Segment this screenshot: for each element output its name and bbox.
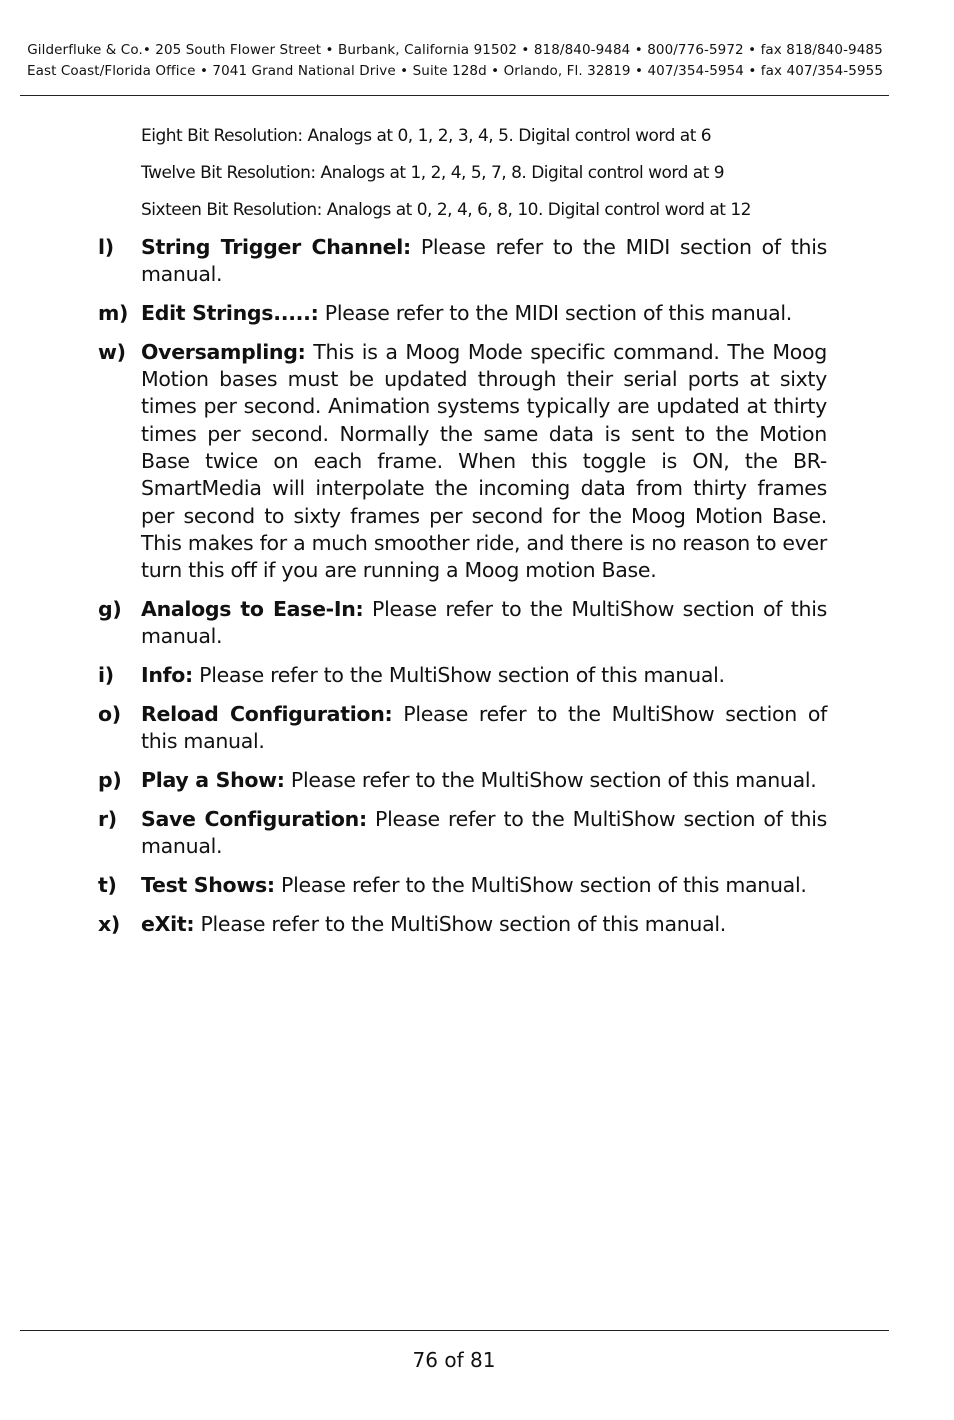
item-letter: t) <box>98 872 117 897</box>
item-letter: l) <box>98 235 114 259</box>
command-item-test-shows <box>98 872 827 899</box>
item-letter: p) <box>98 768 122 793</box>
item-content <box>141 234 827 289</box>
resolution-line-eight-bit: Eight Bit Resolution: Analogs at 0, 1, 2, 3, 4, 5. Digital control word at 6 <box>141 126 712 146</box>
item-term: Analogs to Ease-In: <box>141 597 364 622</box>
resolution-line-sixteen-bit: Sixteen Bit Resolution: Analogs at 0, 2, 4, 6, 8, 10. Digital control word at 12 <box>141 200 751 220</box>
item-letter: g) <box>98 597 122 622</box>
item-text: This is a Moog Mode specific command. The Moog Motion bases must be updated through their serial ports at sixty times per second. Animation systems typically are updated at thirty times per second. Normally the same data is sent to the Motion Base twice on each frame. When this toggle is ON, the BR-SmartMedia will interpolate the incoming data from thirty frames per second to sixty frames per second for the Moog Motion Base. This makes for a much smoother ride, and there is no reason to ever turn this off if you are running a Moog motion Base. <box>141 339 827 583</box>
item-content <box>141 767 827 794</box>
item-term: Reload Configuration: <box>141 701 393 726</box>
item-term: Test Shows: <box>141 872 275 897</box>
page-header <box>22 40 888 82</box>
item-letter: i) <box>98 663 114 688</box>
item-content <box>141 300 827 327</box>
item-content <box>141 911 827 938</box>
item-term: String Trigger Channel: <box>141 235 411 259</box>
page-number: 76 of 81 <box>412 1348 496 1372</box>
item-letter: x) <box>98 911 120 936</box>
item-text: Please refer to the MIDI section of this manual. <box>318 301 792 326</box>
item-text: Please refer to the MultiShow section of this manual. <box>284 768 817 793</box>
command-item-exit <box>98 911 827 938</box>
item-content <box>141 596 827 651</box>
item-letter: r) <box>98 806 117 831</box>
command-item-info <box>98 662 827 689</box>
item-term: Play a Show: <box>141 768 285 793</box>
item-text: Please refer to the MultiShow section of this manual. <box>194 911 726 936</box>
item-text: Please refer to the MultiShow section of this manual. <box>141 806 827 859</box>
item-term: Edit Strings.....: <box>141 301 319 326</box>
item-text: Please refer to the MIDI section of this manual. <box>141 235 827 287</box>
header-address-line-2: East Coast/Florida Office • 7041 Grand National Drive • Suite 128d • Orlando, Fl. 32819 • 407/354-5954 • fax 407/354-5955 <box>26 63 884 79</box>
command-item-oversampling <box>98 339 827 585</box>
item-content <box>141 339 827 585</box>
resolution-line-twelve-bit: Twelve Bit Resolution: Analogs at 1, 2, 4, 5, 7, 8. Digital control word at 9 <box>141 163 725 183</box>
item-term: Save Configuration: <box>141 806 367 831</box>
command-item-edit-strings <box>98 300 827 327</box>
item-content <box>141 872 827 899</box>
item-text: Please refer to the MultiShow section of this manual. <box>141 701 827 754</box>
item-content <box>141 701 827 756</box>
resolution-list <box>141 126 841 237</box>
item-content <box>141 806 827 861</box>
item-text: Please refer to the MultiShow section of this manual. <box>141 597 827 649</box>
item-term: eXit: <box>141 911 195 936</box>
command-item-reload-configuration <box>98 701 827 756</box>
footer-divider <box>20 1330 889 1331</box>
item-text: Please refer to the MultiShow section of this manual. <box>192 663 725 688</box>
command-item-save-configuration <box>98 806 827 861</box>
item-letter: m) <box>98 301 129 326</box>
command-list <box>98 234 827 950</box>
item-letter: o) <box>98 701 121 726</box>
item-term: Oversampling: <box>141 339 306 364</box>
header-address-line-1: Gilderfluke & Co.• 205 South Flower Street • Burbank, California 91502 • 818/840-9484 • 800/776-5972 • fax 818/840-9485 <box>27 42 883 58</box>
item-letter: w) <box>98 339 126 364</box>
item-term: Info: <box>141 663 193 688</box>
header-divider <box>20 95 889 96</box>
command-item-string-trigger <box>98 234 827 289</box>
command-item-play-show <box>98 767 827 794</box>
item-text: Please refer to the MultiShow section of this manual. <box>274 872 807 897</box>
command-item-analogs-ease-in <box>98 596 827 651</box>
item-content <box>141 662 827 689</box>
